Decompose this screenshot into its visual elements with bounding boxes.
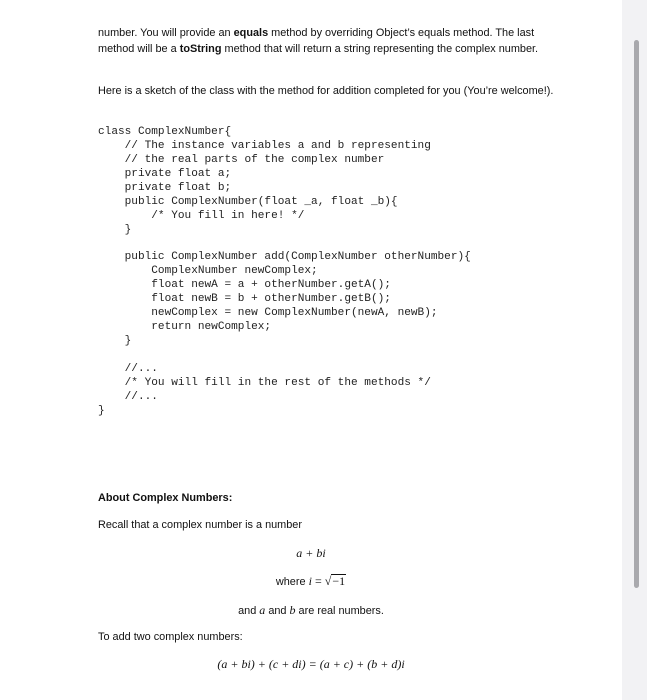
- code-line: newComplex = new ComplexNumber(newA, newB);: [98, 307, 438, 319]
- intro-text-1: number. You will provide an: [98, 27, 234, 39]
- code-line: //...: [98, 391, 158, 403]
- code-line: }: [98, 405, 105, 417]
- to-add-text: To add two complex numbers:: [98, 631, 243, 643]
- code-line: float newA = a + otherNumber.getA();: [98, 279, 391, 291]
- equals-keyword: equals: [233, 27, 269, 39]
- code-line: public ComplexNumber(float _a, float _b){: [98, 196, 398, 208]
- code-line: //...: [98, 363, 158, 375]
- var-b: b: [289, 603, 296, 617]
- imaginary-unit: i: [308, 574, 312, 588]
- code-line: public ComplexNumber add(ComplexNumber otherNumber){: [98, 251, 471, 263]
- code-line: class ComplexNumber{: [98, 126, 232, 138]
- real-numbers-line: [0, 603, 622, 618]
- real-text-1: and: [238, 605, 257, 617]
- intro-text-3: method that will return a string representing the complex number.: [221, 43, 539, 55]
- code-line: // the real parts of the complex number: [98, 154, 385, 166]
- code-line: /* You fill in here! */: [98, 210, 305, 222]
- code-line: private float a;: [98, 168, 232, 180]
- var-a: a: [259, 603, 266, 617]
- code-line: float newB = b + otherNumber.getB();: [98, 293, 391, 305]
- equals-sign: =: [311, 574, 325, 588]
- code-line: return newComplex;: [98, 321, 272, 333]
- real-text-2: and: [268, 605, 287, 617]
- code-line: ComplexNumber newComplex;: [98, 265, 318, 277]
- sqrt-symbol: √: [324, 574, 332, 588]
- formula-a-plus-bi: a + bi: [296, 546, 326, 560]
- tostring-keyword: toString: [179, 43, 222, 55]
- vertical-scrollbar[interactable]: [634, 40, 639, 588]
- code-line: // The instance variables a and b representing: [98, 140, 431, 152]
- addition-formula: (a + bi) + (c + di) = (a + c) + (b + d)i: [217, 657, 405, 671]
- recall-text: Recall that a complex number is a number: [98, 519, 302, 531]
- where-label: where: [275, 576, 306, 588]
- about-heading: About Complex Numbers:: [98, 492, 233, 504]
- real-text-3: are real numbers.: [298, 605, 384, 617]
- code-line: }: [98, 335, 132, 347]
- sqrt-radicand: −1: [332, 574, 346, 588]
- intro-paragraph: [98, 25, 556, 57]
- intro-text-2: method by overriding Object’s equals method. The last method will be a: [98, 27, 535, 55]
- sketch-paragraph: Here is a sketch of the class with the method for addition completed for you (You’re welcome!).: [98, 85, 554, 97]
- code-line: private float b;: [98, 182, 232, 194]
- code-line: /* You will fill in the rest of the methods */: [98, 377, 431, 389]
- code-line: }: [98, 224, 132, 236]
- where-line: [0, 574, 622, 589]
